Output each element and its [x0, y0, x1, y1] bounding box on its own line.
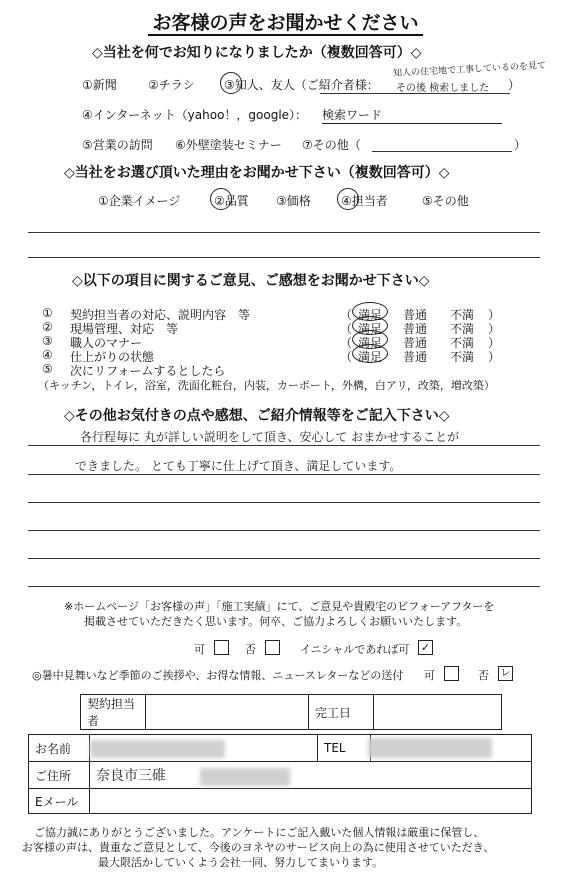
q1-option-other-close: ）: [514, 138, 527, 152]
q4-handwritten-line1: 各行程毎に 丸が詳しい説明をして頂き、安心して おまかせすることが: [80, 430, 460, 444]
q3-item-label: 仕上がりの状態: [70, 350, 155, 364]
rating-normal[interactable]: 普通: [403, 322, 428, 336]
q1-option-flyer[interactable]: ②チラシ: [148, 78, 195, 92]
selection-circle: [352, 344, 388, 363]
q3-item-number: ①: [42, 306, 53, 320]
q3-item-number: ③: [42, 334, 53, 348]
q1-search-word-field[interactable]: 検索ワード: [322, 106, 502, 124]
scale-open: （: [340, 322, 353, 336]
scale-close: ）: [488, 308, 501, 322]
writing-line: [28, 530, 540, 531]
redacted-address: [200, 768, 290, 786]
completion-date-field[interactable]: [374, 695, 502, 730]
q1-handwritten-note: その後 検索しました: [396, 83, 490, 94]
scale-close: ）: [488, 350, 501, 364]
rating-good[interactable]: 満足: [358, 322, 383, 336]
newsletter-yes-checkbox[interactable]: [444, 666, 459, 681]
q1-option-other[interactable]: ⑦その他（: [302, 138, 361, 152]
publish-notice-line2: 掲載させていただきたく思います。何卒、ご協力よろしくお願いいたします。: [84, 615, 468, 628]
contract-staff-label: 契約担当者: [81, 695, 146, 730]
rating-good[interactable]: 満足: [358, 350, 383, 364]
rating-bad[interactable]: 不満: [450, 336, 475, 350]
writing-line: [28, 445, 540, 446]
newsletter-no-checkbox[interactable]: レ: [498, 666, 513, 681]
rating-normal[interactable]: 普通: [403, 336, 428, 350]
address-field[interactable]: 奈良市三碓: [90, 762, 532, 789]
completion-date-label: 完工日: [309, 695, 374, 730]
q1-heading: ◇当社を何でお知りになりましたか（複数回答可）◇: [92, 45, 422, 61]
q2-option-image[interactable]: ①企業イメージ: [98, 194, 181, 208]
publish-yes-checkbox[interactable]: [214, 640, 229, 655]
redacted-tel: [368, 738, 492, 758]
scale-open: （: [340, 336, 353, 350]
q1-option-seminar[interactable]: ⑥外壁塗装セミナー: [175, 138, 282, 152]
q3-item-label: 現場管理、対応 等: [70, 322, 179, 336]
q3-item-number: ②: [42, 320, 53, 334]
writing-line: [28, 257, 540, 258]
q2-option-quality[interactable]: ②品質: [214, 194, 249, 208]
rating-normal[interactable]: 普通: [403, 350, 428, 364]
q2-option-other[interactable]: ⑤その他: [422, 194, 469, 208]
newsletter-no-label: 否: [478, 669, 489, 682]
rating-bad[interactable]: 不満: [450, 308, 475, 322]
scale-close: ）: [488, 336, 501, 350]
redacted-name: [90, 740, 225, 758]
q1-option-newspaper[interactable]: ①新聞: [82, 78, 117, 92]
q3-item-number: ④: [42, 348, 53, 362]
email-label: Eメール: [29, 789, 90, 814]
q1-option-sales-visit[interactable]: ⑤営業の訪問: [82, 138, 153, 152]
q3-reform-options[interactable]: （キッチン，トイレ，浴室，洗面化粧台，内装，カーポート，外構，白アリ，改築，増改築）: [38, 379, 495, 392]
writing-line: [28, 558, 540, 559]
publish-notice-line1: ※ホームページ「お客様の声」「施工実績」にて、ご意見や貴殿宅のビフォーアフターを: [64, 600, 495, 613]
contract-staff-field[interactable]: [146, 695, 309, 730]
scale-close: ）: [488, 322, 501, 336]
q1-handwritten-note-top: 知人の住宅地で工事しているのを見て: [392, 61, 547, 79]
name-label: お名前: [29, 735, 90, 762]
newsletter-text: ◎暑中見舞いなど季節のご挨拶や、お得な情報、ニュースレターなどの送付: [32, 669, 404, 682]
q3-item-label: 契約担当者の対応、説明内容 等: [70, 308, 251, 322]
newsletter-yes-label: 可: [424, 669, 435, 682]
q1-option-internet[interactable]: ④インターネット（yahoo！，google）：: [82, 108, 308, 122]
email-field[interactable]: [90, 789, 532, 814]
footer-line3: 最大限活かしていくよう会社一同、努力してまいります。: [98, 856, 384, 869]
q1-friend-underline: [320, 93, 510, 94]
rating-good[interactable]: 満足: [358, 308, 383, 322]
publish-no-checkbox[interactable]: [265, 640, 280, 655]
tel-label: TEL: [318, 735, 371, 762]
address-label: ご住所: [29, 762, 90, 789]
q1-other-underline: [372, 151, 512, 152]
publish-no-label: 否: [245, 643, 256, 656]
publish-initial-checkbox[interactable]: ✓: [418, 640, 433, 655]
footer-line2: お客様の声は、貴重なご意見として、今後のヨネヤのサービス向上の為に使用させていただき、: [22, 841, 495, 854]
scale-open: （: [340, 308, 353, 322]
q1-option-friend-close: ）: [508, 78, 521, 92]
q3-item-label: 次にリフォームするとしたら: [70, 364, 226, 378]
staff-table: [80, 694, 502, 730]
page-title: お客様の声をお聞かせください: [0, 8, 571, 35]
q2-heading: ◇当社をお選び頂いた理由をお聞かせ下さい（複数回答可）◇: [64, 165, 450, 181]
q2-option-price[interactable]: ③価格: [276, 194, 311, 208]
q4-heading: ◇その他お気付きの点や感想、ご紹介情報等をご記入下さい◇: [64, 408, 450, 424]
rating-good[interactable]: 満足: [358, 336, 383, 350]
writing-line: [28, 586, 540, 587]
writing-line: [28, 232, 540, 233]
q3-item-label: 職人のマナー: [70, 336, 143, 350]
rating-bad[interactable]: 不満: [450, 350, 475, 364]
q3-item-number: ⑤: [42, 362, 53, 376]
publish-initial-label: イニシャルであれば可: [300, 643, 410, 656]
q1-option-friend[interactable]: ③知人、友人（ご紹介者様：: [224, 78, 379, 92]
q3-heading: ◇以下の項目に関するご意見、ご感想をお聞かせ下さい◇: [72, 273, 430, 289]
footer-line1: ご協力誠にありがとうございました。アンケートにご記入戴いた個人情報は厳重に保管し、: [34, 826, 485, 839]
writing-line: [28, 502, 540, 503]
q2-option-staff[interactable]: ④担当者: [341, 194, 388, 208]
publish-yes-label: 可: [194, 643, 205, 656]
q4-handwritten-line2: できました。 とても丁寧に仕上げて頂き、満足しています。: [75, 459, 402, 473]
scale-open: （: [340, 350, 353, 364]
rating-bad[interactable]: 不満: [450, 322, 475, 336]
writing-line: [28, 474, 540, 475]
rating-normal[interactable]: 普通: [403, 308, 428, 322]
